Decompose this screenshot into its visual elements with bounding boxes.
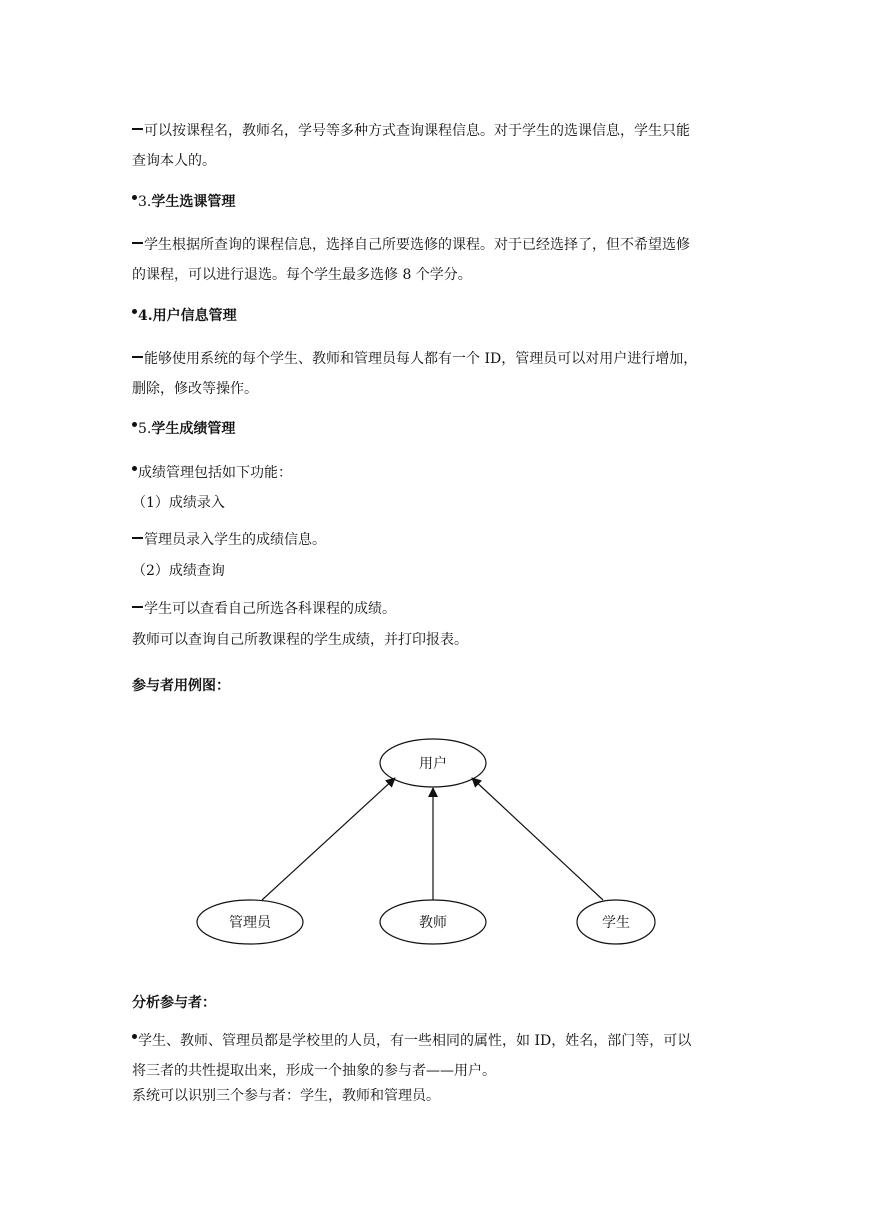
list-item-1: （1）成绩录入 bbox=[132, 495, 225, 511]
list-item-2: （2）成绩查询 bbox=[132, 563, 225, 579]
line-p5-2: 将三者的共性提取出来，形成一个抽象的参与者——用户。 bbox=[132, 1063, 496, 1079]
actor-admin-node bbox=[197, 900, 303, 944]
actor-user-label: 用户 bbox=[419, 756, 447, 772]
line-p1-2: 查询本人的。 bbox=[132, 153, 216, 169]
line-p3-2: 删除，修改等操作。 bbox=[132, 381, 258, 397]
line-p2-2: 的课程，可以进行退选。每个学生最多选修 8 个学分。 bbox=[132, 267, 472, 283]
actor-teacher-label: 教师 bbox=[419, 915, 447, 931]
actor-student-node bbox=[577, 900, 655, 944]
line-p5-3: 系统可以识别三个参与者：学生，教师和管理员。 bbox=[132, 1088, 440, 1104]
heading-5: 5.学生成绩管理 bbox=[132, 419, 235, 439]
heading-4: 4.用户信息管理 bbox=[132, 306, 237, 326]
analysis-heading: 分析参与者： bbox=[132, 995, 216, 1011]
diagram-heading: 参与者用例图： bbox=[132, 678, 230, 694]
generalization-arrow-student bbox=[472, 778, 603, 900]
actor-admin-label: 管理员 bbox=[229, 915, 271, 931]
line-p3-1: 能够使用系统的每个学生、教师和管理员每人都有一个 ID，管理员可以对用户进行增加， bbox=[132, 349, 697, 369]
bullet-marker bbox=[132, 1034, 137, 1039]
line-p1-1: 可以按课程名，教师名，学号等多种方式查询课程信息。对于学生的选课信息，学生只能 bbox=[132, 121, 690, 141]
line-p2-1: 学生根据所查询的课程信息，选择自己所要选修的课程。对于已经选择了，但不希望选修 bbox=[132, 235, 690, 255]
line-p5-1: 学生、教师、管理员都是学校里的人员，有一些相同的属性，如 ID，姓名，部门等，可以 bbox=[132, 1031, 691, 1051]
heading-3: 3.学生选课管理 bbox=[132, 192, 235, 212]
list-item-1-desc: 管理员录入学生的成绩信息。 bbox=[132, 530, 326, 550]
list-item-2-desc: 学生可以查看自己所选各科课程的成绩。 bbox=[132, 599, 396, 619]
actor-teacher-node bbox=[380, 900, 486, 944]
actor-student-label: 学生 bbox=[602, 915, 630, 931]
list-item-2-desc2: 教师可以查询自己所教课程的学生成绩，并打印报表。 bbox=[132, 632, 468, 648]
line-p4: 成绩管理包括如下功能： bbox=[132, 463, 292, 483]
actor-user-node bbox=[380, 739, 486, 787]
generalization-arrow-admin bbox=[262, 778, 395, 900]
